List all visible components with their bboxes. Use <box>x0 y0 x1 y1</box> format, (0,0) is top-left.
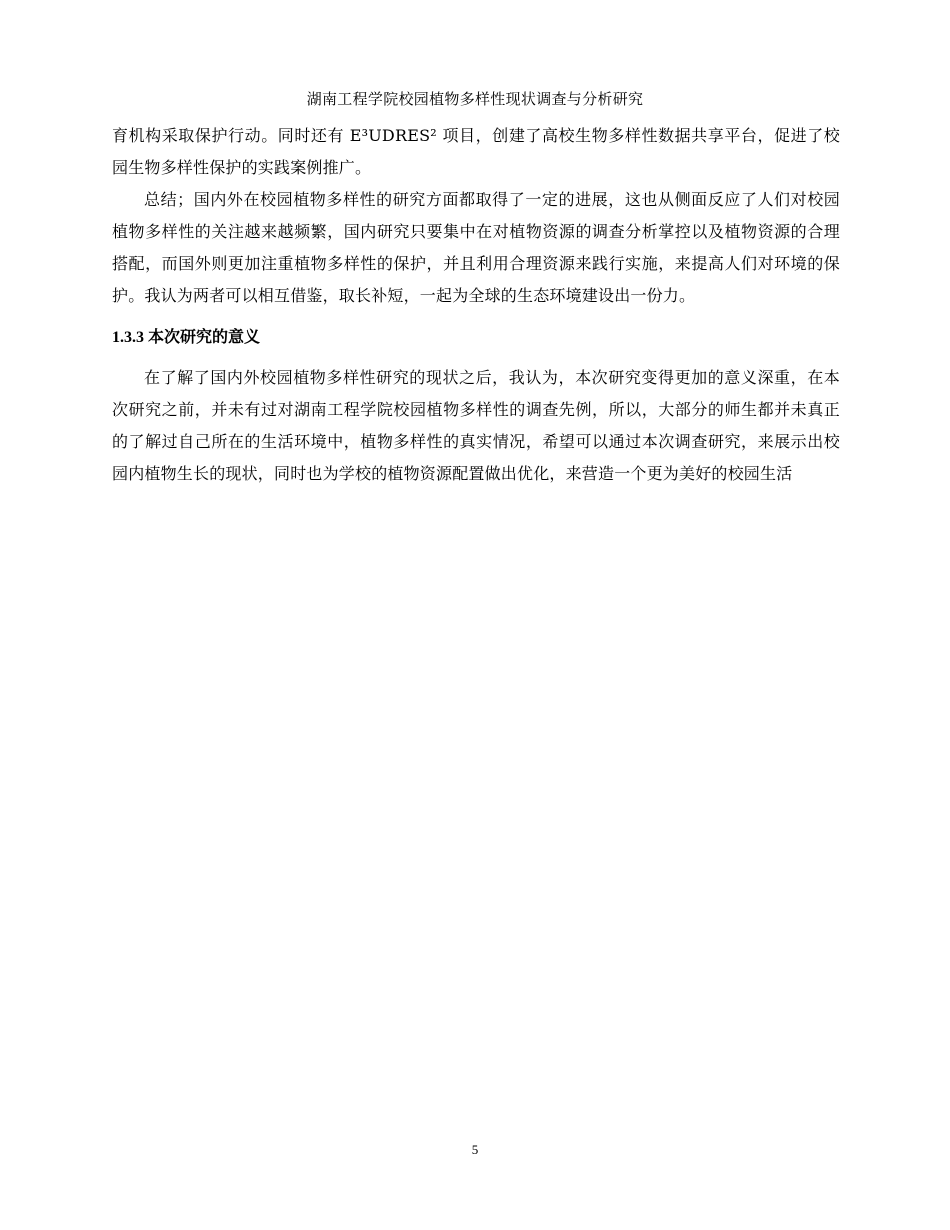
running-header: 湖南工程学院校园植物多样性现状调查与分析研究 <box>306 90 644 108</box>
paragraph-significance: 在了解了国内外校园植物多样性研究的现状之后，我认为，本次研究变得更加的意义深重，在本次研究之前，并未有过对湖南工程学院校园植物多样性的调查先例，所以，大部分的师生都并未真正的了解过自己所在的生活环境中，植物多样性的真实情况，希望可以通过本次调查研究，来展示出校园内植物生长的现状，同时也为学校的植物资源配置做出优化，来营造一个更为美好的校园生活 <box>112 368 840 483</box>
section-heading: 1.3.3 本次研究的意义 <box>112 329 261 346</box>
paragraph-summary: 总结；国内外在校园植物多样性的研究方面都取得了一定的进展，这也从侧面反应了人们对校园植物多样性的关注越来越频繁，国内研究只要集中在对植物资源的调查分析掌控以及植物资源的合理搭配，而国外则更加注重植物多样性的保护，并且利用合理资源来践行实施，来提高人们对环境的保护。我认为两者可以相互借鉴，取长补短，一起为全球的生态环境建设出一份力。 <box>112 190 840 305</box>
page-content <box>112 120 840 490</box>
page-number: 5 <box>471 1142 479 1157</box>
paragraph-continuation: 育机构采取保护行动。同时还有 E³UDRES² 项目，创建了高校生物多样性数据共享平台，促进了校园生物多样性保护的实践案例推广。 <box>112 126 840 177</box>
